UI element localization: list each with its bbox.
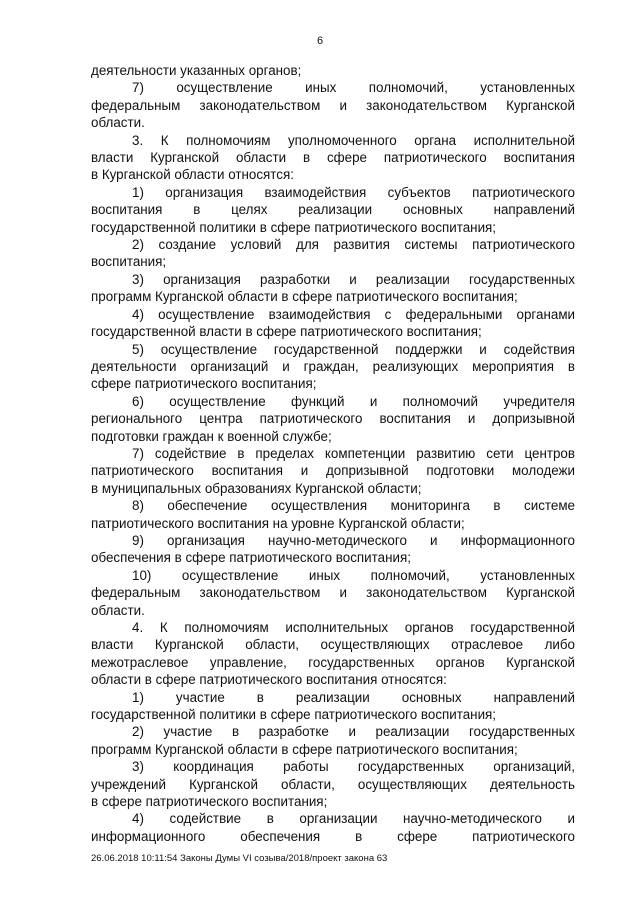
- paragraph: [91, 532, 575, 567]
- text-line: регионального центра патриотического воспитания и допризывной: [91, 411, 575, 427]
- paragraph: [91, 62, 575, 79]
- text-line: 5) осуществление государственной поддержки и содействия: [132, 341, 575, 357]
- text-line: в сфере патриотического воспитания;: [91, 794, 328, 810]
- paragraph: [91, 567, 575, 619]
- text-line: в Курганской области относятся:: [91, 167, 294, 183]
- text-line: 8) обеспечение осуществления мониторинга в системе: [132, 498, 575, 514]
- text-line: программ Курганской области в сфере патриотического воспитания;: [91, 289, 518, 305]
- text-line: федеральным законодательством и законодательством Курганской: [91, 585, 575, 601]
- text-line: области в сфере патриотического воспитания относятся:: [91, 672, 447, 688]
- text-line: 3) координация работы государственных организаций,: [132, 759, 575, 775]
- paragraph: [91, 79, 575, 131]
- document-footer: 26.06.2018 10:11:54 Законы Думы VI созыва/2018/проект закона 63: [91, 853, 388, 864]
- text-line: патриотического воспитания на уровне Курганской области;: [91, 515, 465, 531]
- paragraph: [91, 306, 575, 341]
- text-line: государственной власти в сфере патриотического воспитания;: [91, 324, 482, 340]
- text-line: 4) содействие в организации научно-методического и: [132, 811, 575, 827]
- text-line: власти Курганской области, осуществляющих отраслевое либо: [91, 637, 575, 653]
- text-line: 2) создание условий для развития системы патриотического: [132, 237, 575, 253]
- paragraph: [91, 236, 575, 271]
- text-line: 2) участие в разработке и реализации государственных: [132, 724, 575, 740]
- paragraph: [91, 689, 575, 724]
- paragraph: [91, 341, 575, 393]
- text-line: учреждений Курганской области, осуществляющих деятельность: [91, 776, 575, 792]
- text-line: воспитания в целях реализации основных направлений: [91, 202, 575, 218]
- text-line: 3) организация разработки и реализации государственных: [132, 271, 575, 287]
- text-line: программ Курганской области в сфере патриотического воспитания;: [91, 741, 518, 757]
- paragraph: [91, 810, 575, 845]
- text-line: 7) содействие в пределах компетенции развитию сети центров: [132, 445, 575, 461]
- text-line: информационного обеспечения в сфере патриотического: [91, 828, 575, 844]
- text-line: в муниципальных образованиях Курганской области;: [91, 480, 422, 496]
- document-body: [91, 62, 575, 845]
- text-line: 1) участие в реализации основных направлений: [132, 689, 575, 705]
- paragraph: [91, 445, 575, 497]
- text-line: сфере патриотического воспитания;: [91, 376, 317, 392]
- text-line: 3. К полномочиям уполномоченного органа исполнительной: [132, 132, 575, 148]
- text-line: обеспечения в сфере патриотического воспитания;: [91, 550, 411, 566]
- text-line: деятельности организаций и граждан, реализующих мероприятия в: [91, 358, 575, 374]
- text-line: 10) осуществление иных полномочий, установленных: [132, 567, 575, 583]
- text-line: межотраслевое управление, государственных органов Курганской: [91, 654, 575, 670]
- text-line: воспитания;: [91, 254, 167, 270]
- text-line: области.: [91, 602, 145, 618]
- text-line: подготовки граждан к военной службе;: [91, 428, 332, 444]
- paragraph: [91, 271, 575, 306]
- text-line: 4) осуществление взаимодействия с федеральными органами: [132, 306, 575, 322]
- text-line: деятельности указанных органов;: [91, 63, 302, 78]
- paragraph: [91, 184, 575, 236]
- paragraph: [91, 393, 575, 445]
- text-line: патриотического воспитания и допризывной подготовки молодежи: [91, 463, 575, 479]
- paragraph: [91, 497, 575, 532]
- text-line: 1) организация взаимодействия субъектов патриотического: [132, 184, 575, 200]
- text-line: 9) организация научно-методического и информационного: [132, 532, 575, 548]
- text-line: государственной политики в сфере патриотического воспитания;: [91, 707, 497, 723]
- page-number: 6: [316, 35, 324, 47]
- text-line: федеральным законодательством и законодательством Курганской: [91, 97, 575, 113]
- text-line: 6) осуществление функций и полномочий учредителя: [132, 393, 575, 409]
- paragraph: [91, 619, 575, 689]
- paragraph: [91, 758, 575, 810]
- paragraph: [91, 132, 575, 184]
- text-line: области.: [91, 115, 145, 131]
- text-line: 4. К полномочиям исполнительных органов государственной: [132, 620, 575, 635]
- text-line: 7) осуществление иных полномочий, установленных: [132, 80, 575, 96]
- text-line: власти Курганской области в сфере патриотического воспитания: [91, 150, 575, 166]
- text-line: государственной политики в сфере патриотического воспитания;: [91, 219, 497, 235]
- paragraph: [91, 723, 575, 758]
